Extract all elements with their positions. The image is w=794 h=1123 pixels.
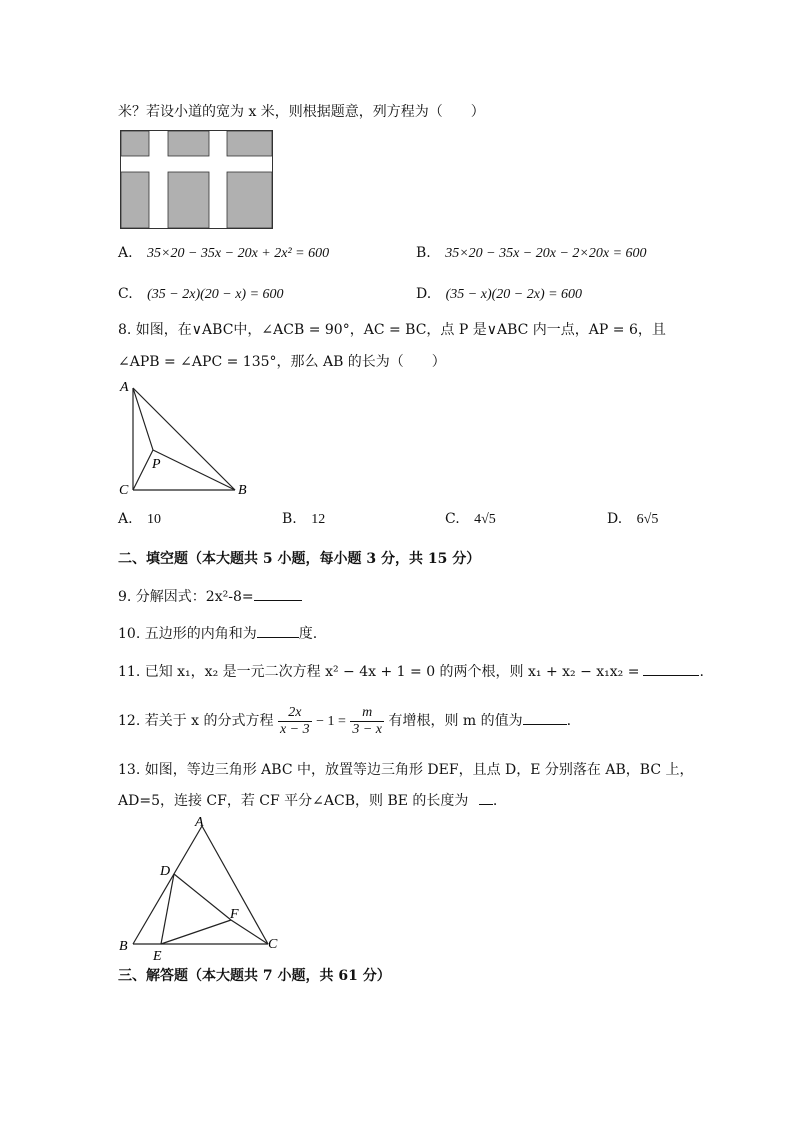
q9-text: 9. 分解因式：2x²-8= bbox=[118, 589, 254, 605]
q12-text-mid: − 1 = bbox=[316, 714, 346, 729]
q10-text-pre: 10. 五边形的内角和为 bbox=[118, 626, 257, 642]
option-label: C. bbox=[445, 511, 460, 527]
fraction-denominator: x − 3 bbox=[279, 721, 310, 737]
fraction-numerator: m bbox=[350, 705, 384, 722]
label-B: B bbox=[119, 939, 128, 954]
q7-option-c[interactable] bbox=[118, 284, 284, 305]
q12-text-pre: 12. 若关于 x 的分式方程 bbox=[118, 713, 274, 729]
option-text: 10 bbox=[147, 512, 162, 527]
q12 bbox=[118, 702, 571, 741]
option-text: 6√5 bbox=[636, 512, 659, 527]
q8-option-c[interactable] bbox=[445, 509, 496, 530]
q13-stem-line1: 13. 如图，等边三角形 ABC 中，放置等边三角形 DEF，且点 D，E 分别落在 AB，BC 上， bbox=[118, 762, 694, 778]
q9 bbox=[118, 586, 302, 607]
q10-text-post: 度. bbox=[298, 626, 318, 642]
q10 bbox=[118, 623, 317, 644]
label-A: A bbox=[195, 815, 204, 830]
label-C: C bbox=[119, 483, 129, 498]
q13-stem-line2 bbox=[118, 790, 497, 811]
q12-text-post: 有增根，则 m 的值为 bbox=[388, 713, 523, 729]
label-F: F bbox=[230, 907, 239, 922]
option-text: 4√5 bbox=[474, 512, 496, 527]
q11-text-post: . bbox=[699, 664, 704, 680]
q7-garden-figure bbox=[120, 130, 274, 230]
label-A: A bbox=[120, 380, 129, 395]
q12-fraction-2 bbox=[350, 705, 384, 738]
q7-option-d[interactable] bbox=[416, 284, 582, 305]
label-B: B bbox=[238, 483, 247, 498]
option-label: D. bbox=[607, 511, 623, 527]
option-text: (35 − x)(20 − 2x) = 600 bbox=[445, 287, 583, 302]
option-label: D. bbox=[416, 286, 432, 302]
q8-option-a[interactable] bbox=[118, 509, 161, 530]
q8-stem-line2: ∠APB = ∠APC = 135°，那么 AB 的长为（ ） bbox=[118, 354, 446, 370]
option-text: (35 − 2x)(20 − x) = 600 bbox=[147, 287, 284, 302]
option-label: A. bbox=[118, 511, 133, 527]
option-label: B. bbox=[416, 245, 431, 261]
label-D: D bbox=[160, 864, 171, 879]
section3-title: 三、解答题（本大题共 7 小题，共 61 分） bbox=[118, 968, 391, 984]
option-text: 35×20 − 35x − 20x + 2x² = 600 bbox=[147, 246, 330, 261]
q13-text-post: . bbox=[492, 793, 498, 809]
q7-option-a[interactable] bbox=[118, 243, 329, 264]
option-label: B. bbox=[282, 511, 297, 527]
q10-blank[interactable] bbox=[257, 623, 299, 638]
q12-blank[interactable] bbox=[523, 710, 567, 725]
q12-text-end: . bbox=[566, 713, 572, 729]
q9-blank[interactable] bbox=[254, 586, 302, 601]
fraction-denominator: 3 − x bbox=[352, 721, 383, 737]
fraction-numerator: 2x bbox=[278, 705, 312, 722]
section2-title: 二、填空题（本大题共 5 小题，每小题 3 分，共 15 分） bbox=[118, 551, 481, 567]
q11 bbox=[118, 661, 704, 682]
label-P: P bbox=[152, 457, 161, 472]
q8-option-d[interactable] bbox=[607, 509, 658, 530]
q8-option-b[interactable] bbox=[282, 509, 325, 530]
option-text: 35×20 − 35x − 20x − 2×20x = 600 bbox=[445, 246, 647, 261]
q11-blank[interactable] bbox=[643, 661, 699, 676]
label-E: E bbox=[153, 949, 162, 964]
option-label: A. bbox=[118, 245, 133, 261]
q7-stem-tail: 米？若设小道的宽为 x 米，则根据题意，列方程为（ ） bbox=[118, 104, 485, 120]
q8-stem-line1: 8. 如图，在∨ABC中，∠ACB = 90°，AC = BC，点 P 是∨ABC 内一点，AP = 6，且 bbox=[118, 322, 666, 338]
q7-option-b[interactable] bbox=[416, 243, 647, 264]
q13-text-pre: AD=5，连接 CF，若 CF 平分∠ACB，则 BE 的长度为 bbox=[118, 793, 469, 809]
option-text: 12 bbox=[311, 512, 326, 527]
option-label: C. bbox=[118, 286, 133, 302]
q13-equilateral-figure bbox=[116, 814, 286, 964]
q11-text-pre: 11. 已知 x₁，x₂ 是一元二次方程 x² − 4x + 1 = 0 的两个根，则 x₁ + x₂ − x₁x₂ = bbox=[118, 664, 640, 680]
label-C: C bbox=[268, 937, 278, 952]
q8-triangle-figure bbox=[115, 378, 265, 498]
q13-blank[interactable] bbox=[479, 790, 493, 805]
q12-fraction-1 bbox=[278, 705, 312, 738]
